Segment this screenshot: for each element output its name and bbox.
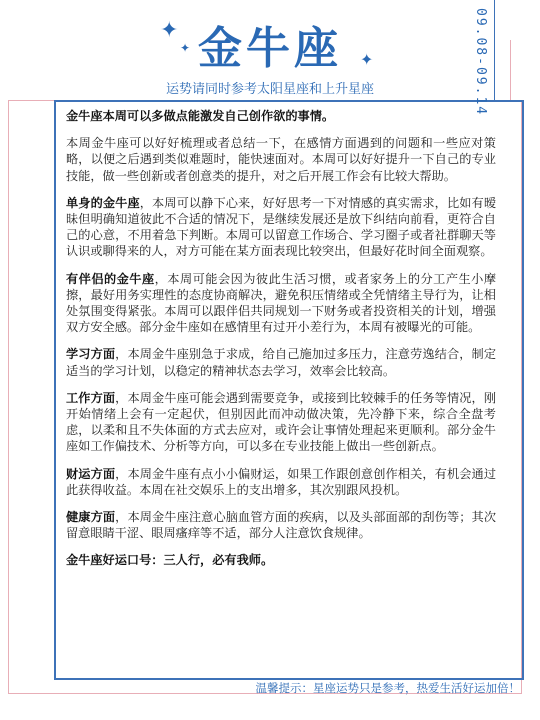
single-text: ，本周可以静下心来，好好思考一下对情感的真实需求，比如有暧昧但明确知道彼此不合适的情况下，是继续发展还是放下纠结向前看，更符合自己的心意，不用着急下判断。本周可以留意工作场合、学习圈子或者社群聊天等认识或聊得来的人，对方可能在某方面表现比较突出，但最好花时间全面观察。 xyxy=(66,195,497,259)
work-text: ，本周金牛座可能会遇到需要竞争，或接到比较棘手的任务等情况，刚开始情绪上会有一定起伏，但别因此而冲动做决策，先冷静下来，综合全盘考虑，以柔和且不失体面的方式去应对，或许会让事情处理起来更顺利。部分金牛座如工作偏技术、分析等方向，可以多在专业技能上做出一些创新点。 xyxy=(66,390,497,454)
health-text: ，本周金牛座注意心脑血管方面的疾病，以及头部面部的刮伤等；其次留意眼睛干涩、眼周瘙痒等不适，部分人注意饮食规律。 xyxy=(66,510,497,541)
overview-paragraph: 本周金牛座可以好好梳理或者总结一下，在感情方面遇到的问题和一些应对策略，以便之后遇到类似难题时，能快速面对。本周可以好好提升一下自己的专业技能，做一些创新或者创意类的提升，对之后开展工作会有比较大帮助。 xyxy=(66,136,496,183)
sparkle-icon: ✦ xyxy=(360,50,374,69)
partnered-paragraph xyxy=(66,271,496,336)
slogan-paragraph xyxy=(66,552,496,568)
health-label: 健康方面 xyxy=(66,510,116,525)
study-text: ，本周金牛座别急于求成，给自己施加过多压力，注意劳逸结合，制定适当的学习计划，以稳定的精神状态去学习，效率会比较高。 xyxy=(66,347,497,378)
page-subtitle: 运势请同时参考太阳星座和上升星座 xyxy=(165,82,374,97)
finance-label: 财运方面 xyxy=(66,466,116,481)
horoscope-content xyxy=(66,108,496,580)
page-title: 金牛座 xyxy=(198,23,342,74)
date-range: 09.08-09.14 xyxy=(473,8,488,117)
partnered-label: 有伴侣的金牛座 xyxy=(66,271,155,286)
sparkle-icon: ✦ xyxy=(180,41,191,55)
work-paragraph xyxy=(66,390,496,455)
finance-text: ，本周金牛座有点小小偏财运，如果工作跟创意创作相关，有机会通过此获得收益。本周在社交娱乐上的支出增多，其次别跟风投机。 xyxy=(66,466,497,497)
single-paragraph xyxy=(66,195,496,260)
finance-paragraph xyxy=(66,466,496,498)
work-label: 工作方面 xyxy=(66,390,116,405)
intro-paragraph xyxy=(66,108,496,124)
study-label: 学习方面 xyxy=(66,347,116,362)
study-paragraph xyxy=(66,346,496,378)
sparkle-icon: ✦ xyxy=(160,18,179,43)
partnered-text: ，本周可能会因为彼此生活习惯，或者家务上的分工产生小摩擦，最好用务实理性的态度协商解决，避免积压情绪或全凭情绪主导行为，让相处氛围变得紧张。本周可以跟伴侣共同规划一下财务或者投资相关的计划，增强双方安全感。部分金牛座如在感情里有过开小差行为，本周有被曝光的可能。 xyxy=(66,271,497,335)
health-paragraph xyxy=(66,509,496,541)
slogan-text: 金牛座好运口号：三人行，必有我师。 xyxy=(66,553,274,568)
intro-text: 金牛座本周可以多做点能激发自己创作欲的事情。 xyxy=(66,109,335,123)
single-label: 单身的金牛座 xyxy=(66,195,140,210)
footer-tip: 温馨提示：星座运势只是参考，热爱生活好运加倍！ xyxy=(255,681,520,695)
